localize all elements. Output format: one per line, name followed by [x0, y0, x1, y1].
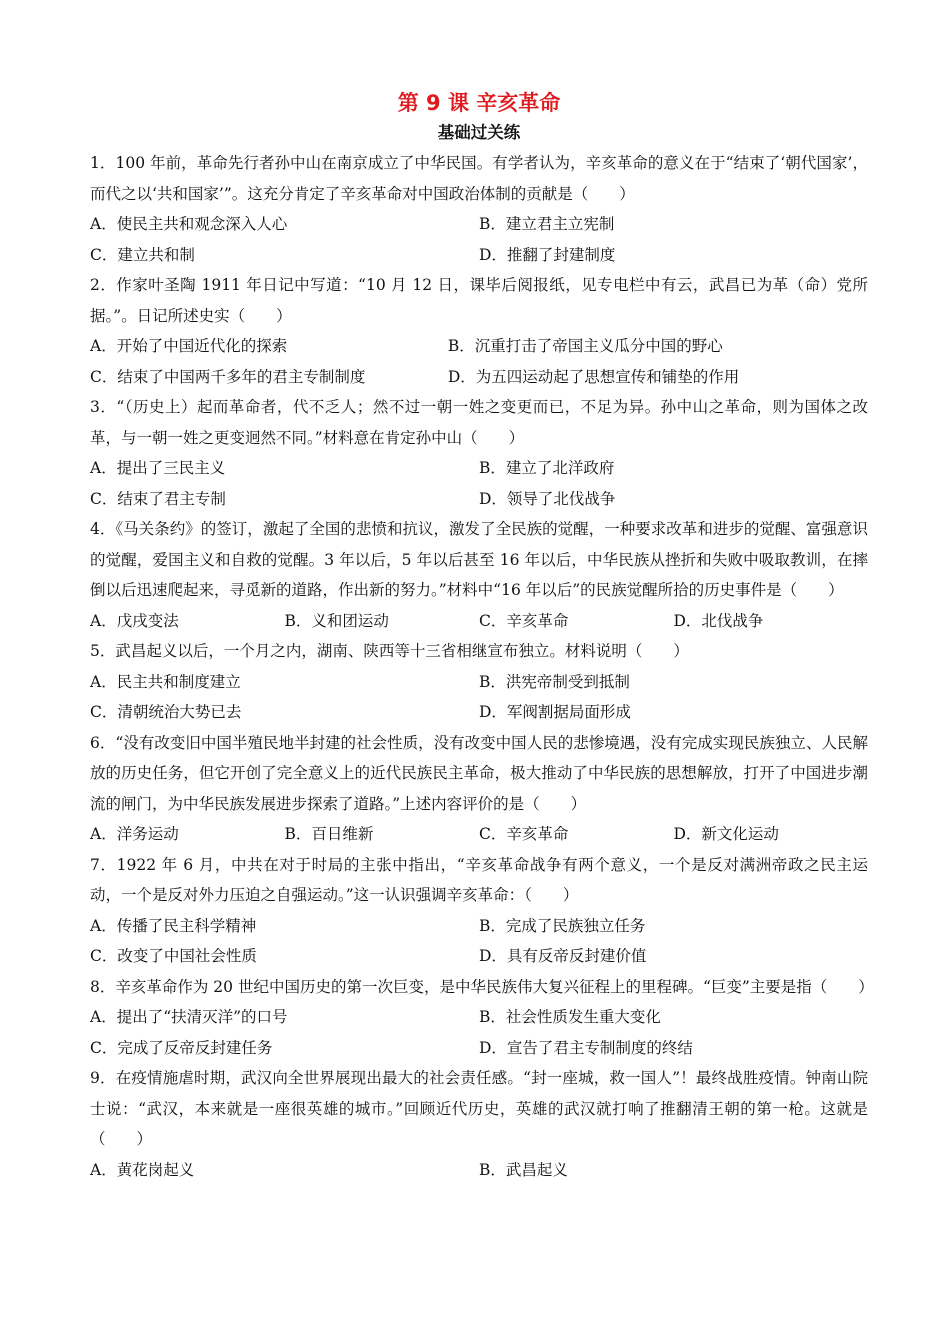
- option-d: D．军阀割据局面形成: [479, 703, 631, 721]
- option-a: A．提出了三民主义: [90, 459, 226, 477]
- section-subtitle: 基础过关练: [437, 123, 521, 142]
- question-5: [90, 636, 868, 728]
- option-b: B．建立了北洋政府: [479, 459, 615, 477]
- option-d: D．新文化运动: [673, 825, 779, 843]
- option-d: D．北伐战争: [673, 611, 764, 630]
- option-d: D．领导了北伐战争: [479, 489, 616, 508]
- option-a: A．使民主共和观念深入人心: [90, 215, 288, 233]
- option-a: A．戊戌变法: [90, 611, 179, 630]
- option-c: C．建立共和制: [90, 245, 195, 264]
- option-c: C．结束了中国两千多年的君主专制制度: [90, 367, 366, 386]
- option-b: B．社会性质发生重大变化: [479, 1008, 661, 1026]
- options-list: [90, 453, 868, 514]
- question-9: [90, 1063, 868, 1185]
- option-c: C．辛亥革命: [479, 611, 569, 630]
- question-stem: 1．100 年前，革命先行者孙中山在南京成立了中华民国。有学者认为，辛亥革命的意义在于“结束了‘朝代国家’，而代之以‘共和国家’”。这充分肯定了辛亥革命对中国政治体制的贡献是（ ）: [90, 154, 868, 203]
- option-c: C．辛亥革命: [479, 825, 569, 843]
- option-a: A．洋务运动: [90, 825, 179, 843]
- options-list: [90, 819, 868, 850]
- option-c: C．结束了君主专制: [90, 489, 226, 508]
- option-b: B．完成了民族独立任务: [479, 916, 646, 935]
- question-4: [90, 514, 868, 636]
- option-d: D．为五四运动起了思想宣传和铺垫的作用: [447, 367, 740, 386]
- options-list: [90, 1002, 868, 1063]
- question-3: [90, 392, 868, 514]
- question-1: [90, 148, 868, 270]
- option-c: C．清朝统治大势已去: [90, 703, 242, 721]
- option-a: A．传播了民主科学精神: [90, 916, 257, 935]
- question-stem: 5．武昌起义以后，一个月之内，湖南、陕西等十三省相继宣布独立。材料说明（ ）: [90, 642, 689, 660]
- options-list: [90, 606, 868, 637]
- question-stem: 6．“没有改变旧中国半殖民地半封建的社会性质，没有改变中国人民的悲惨境遇，没有完成实现民族独立、人民解放的历史任务，但它开创了完全意义上的近代民族民主革命，极大推动了中华民族的思想解放，打开了中国进步潮流的闸门，为中华民族发展进步探索了道路。”上述内容评价的是（ ）: [90, 733, 868, 813]
- question-stem: 9．在疫情施虐时期，武汉向全世界展现出最大的社会责任感。“封一座城，救一国人”！最终战胜疫情。钟南山院士说：“武汉，本来就是一座很英雄的城市。”回顾近代历史，英雄的武汉就打响了推翻清王朝的第一枪。这就是（ ）: [90, 1069, 868, 1148]
- option-d: D．宣告了君主专制制度的终结: [479, 1038, 693, 1057]
- question-2: [90, 270, 868, 392]
- options-list: [90, 209, 868, 270]
- options-list: [90, 1155, 868, 1186]
- question-stem: 2．作家叶圣陶 1911 年日记中写道：“10 月 12 日，课毕后阅报纸，见专电栏中有云，武昌已为革（命）党所据。”。日记所述史实（ ）: [90, 276, 868, 325]
- question-stem: 4．《马关条约》的签订，激起了全国的悲愤和抗议，激发了全民族的觉醒，一种要求改革和进步的觉醒、富强意识的觉醒，爱国主义和自救的觉醒。3 年以后，5 年以后甚至 16 年以后，中华民族从挫折和失败中吸取教训，在摔倒以后迅速爬起来，寻觅新的道路，作出新的努力。”材料中“16 年以后”的民族觉醒所拾的历史事件是（ ）: [90, 520, 868, 599]
- option-b: B．百日维新: [284, 825, 374, 843]
- option-b: B．洪宪帝制受到抵制: [479, 672, 630, 691]
- option-b: B．沉重打击了帝国主义瓜分中国的野心: [447, 337, 723, 355]
- option-c: C．完成了反帝反封建任务: [90, 1038, 273, 1057]
- options-list: [90, 911, 868, 972]
- option-d: D．具有反帝反封建价值: [479, 947, 647, 965]
- option-a: A．开始了中国近代化的探索: [90, 337, 288, 355]
- option-a: A．提出了“扶清灭洋”的口号: [90, 1008, 288, 1026]
- options-list: [90, 331, 868, 392]
- question-stem: 8．辛亥革命作为 20 世纪中国历史的第一次巨变，是中华民族伟大复兴征程上的里程碑。“巨变”主要是指（ ）: [90, 977, 874, 996]
- option-b: B．建立君主立宪制: [479, 215, 615, 233]
- option-a: A．民主共和制度建立: [90, 672, 241, 691]
- question-stem: 3．“（历史上）起而革命者，代不乏人；然不过一朝一姓之变更而已，不足为异。孙中山之革命，则为国体之改革，与一朝一姓之更变迥然不同。”材料意在肯定孙中山（ ）: [90, 398, 868, 447]
- option-b: B．武昌起义: [479, 1160, 568, 1179]
- lesson-title: 第 9 课 辛亥革命: [397, 91, 561, 115]
- option-a: A．黄花岗起义: [90, 1160, 195, 1179]
- question-6: [90, 728, 868, 850]
- option-c: C．改变了中国社会性质: [90, 947, 257, 965]
- options-list: [90, 667, 868, 728]
- question-7: [90, 850, 868, 972]
- question-8: [90, 972, 874, 1064]
- option-b: B．义和团运动: [284, 611, 389, 630]
- question-stem: 7．1922 年 6 月，中共在对于时局的主张中指出，“辛亥革命战争有两个意义，一个是反对满洲帝政之民主运动，一个是反对外力压迫之自强运动。”这一认识强调辛亥革命：（ ）: [90, 855, 868, 904]
- option-d: D．推翻了封建制度: [479, 245, 616, 264]
